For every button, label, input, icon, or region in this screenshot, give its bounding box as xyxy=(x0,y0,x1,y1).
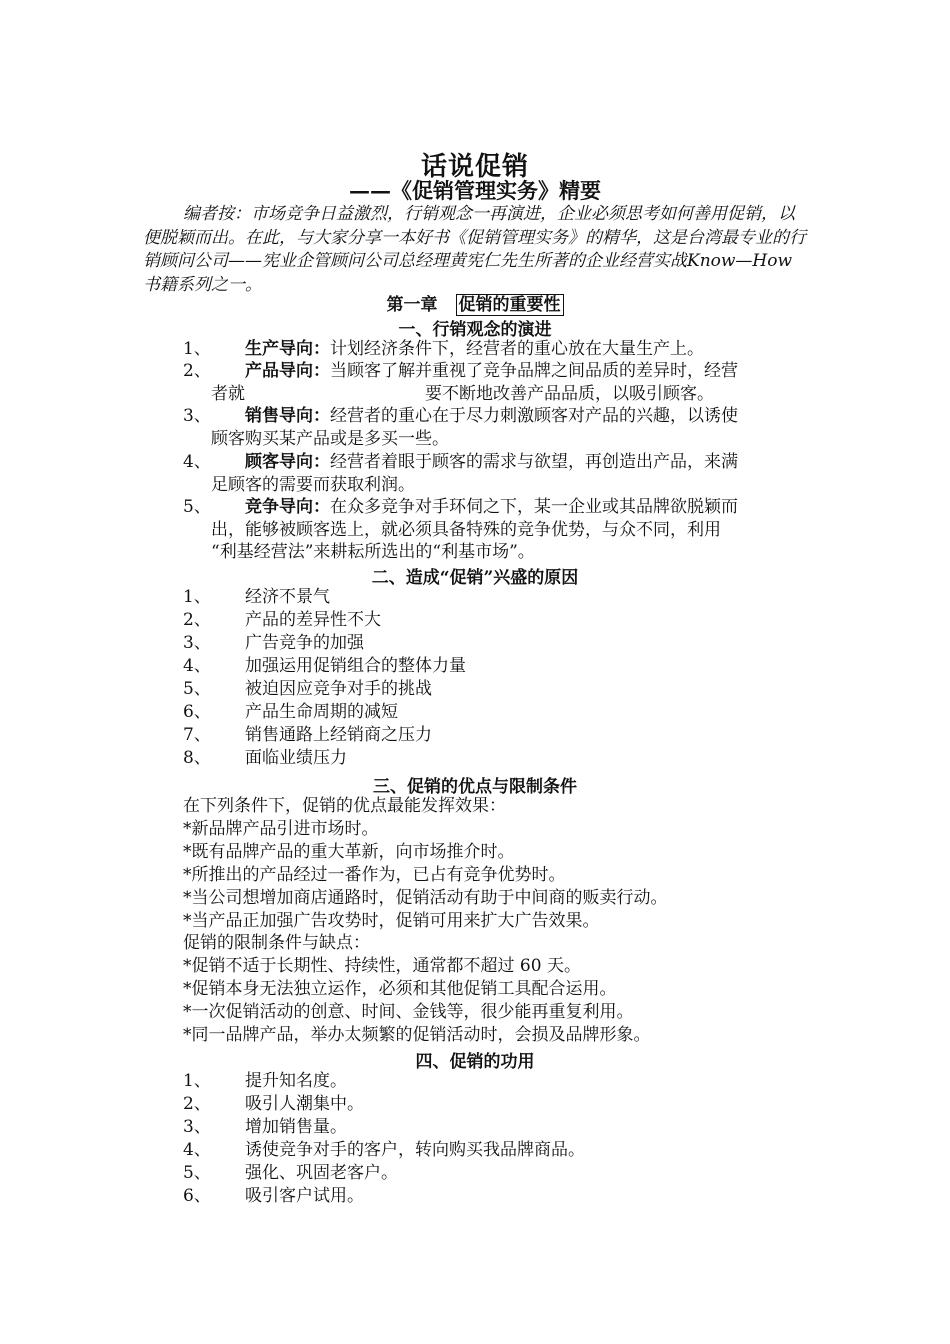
item-number: 6、 xyxy=(183,702,211,722)
item-text: 在众多竞争对手环伺之下，某一企业或其品牌欲脱颖而 xyxy=(330,497,738,517)
list-item xyxy=(183,1162,808,1185)
bullet-line: *所推出的产品经过一番作为，已占有竞争优势时。 xyxy=(183,865,566,885)
item-number: 2、 xyxy=(183,361,211,381)
editor-preface: 编者按：市场竞争日益激烈，行销观念一再演进，企业必须思考如何善用促销，以便脱颖而出。在此，与大家分享一本好书《促销管理实务》的精华，这是台湾最专业的行销顾问公司——宪业企管顾问公司总经理黄宪仁先生所著的企业经营实战Know—How 书籍系列之一。 xyxy=(143,204,806,295)
item-number: 6、 xyxy=(183,1186,211,1206)
item-number: 1、 xyxy=(183,339,211,359)
item-continuation: 要不断地改善产品品质，以吸引顾客。 xyxy=(425,383,714,404)
item-text: 计划经济条件下，经营者的重心放在大量生产上。 xyxy=(330,339,704,359)
list-item xyxy=(183,1093,808,1116)
item-text: 经营者着眼于顾客的需求与欲望，再创造出产品，来满 xyxy=(330,452,738,472)
item-text: 吸引人潮集中。 xyxy=(245,1094,364,1114)
item-text: 销售通路上经销商之压力 xyxy=(245,725,432,745)
item-text: 提升知名度。 xyxy=(245,1071,347,1091)
list-item xyxy=(183,1139,808,1162)
list-item xyxy=(183,678,808,701)
item-number: 2、 xyxy=(183,610,211,630)
item-text: 产品生命周期的减短 xyxy=(245,702,398,722)
item-continuation: 出，能够被顾客选上，就必须具备特殊的竞争优势，与众不同，利用 xyxy=(211,519,721,540)
page-title: 话说促销 xyxy=(420,152,529,182)
item-text: 产品的差异性不大 xyxy=(245,610,381,630)
list-item xyxy=(183,747,808,770)
list-item xyxy=(183,609,808,632)
item-keyword: 生产导向： xyxy=(245,339,330,359)
list-item xyxy=(183,724,808,747)
item-number: 3、 xyxy=(183,406,211,426)
list-item xyxy=(183,496,808,564)
item-number: 5、 xyxy=(183,1163,211,1183)
chapter-title: 促销的重要性 xyxy=(456,294,564,316)
chapter-heading xyxy=(0,290,950,315)
item-number: 4、 xyxy=(183,1140,211,1160)
item-keyword: 顾客导向： xyxy=(245,452,330,472)
list-item xyxy=(183,701,808,724)
list-item xyxy=(183,338,808,361)
item-continuation: 者就 xyxy=(211,383,245,404)
list-item xyxy=(183,655,808,678)
item-text: 加强运用促销组合的整体力量 xyxy=(245,656,466,676)
item-number: 2、 xyxy=(183,1094,211,1114)
bullet-line: *当公司想增加商店通路时，促销活动有助于中间商的贩卖行动。 xyxy=(183,888,668,908)
item-number: 3、 xyxy=(183,1117,211,1137)
item-number: 4、 xyxy=(183,656,211,676)
section-heading-3: 三、促销的优点与限制条件 xyxy=(373,777,577,797)
item-continuation: “利基经营法”来耕耘所选出的“利基市场”。 xyxy=(211,542,535,562)
list-item xyxy=(183,1070,808,1093)
item-number: 7、 xyxy=(183,725,211,745)
item-keyword: 竞争导向： xyxy=(245,497,330,517)
list-item xyxy=(183,405,808,450)
bullet-line: *新品牌产品引进市场时。 xyxy=(183,819,379,839)
intro-text: 促销的限制条件与缺点： xyxy=(183,933,370,953)
bullet-line: *一次促销活动的创意、时间、金钱等，很少能再重复利用。 xyxy=(183,1002,634,1022)
item-continuation: 顾客购买某产品或是多买一些。 xyxy=(211,428,449,449)
item-number: 4、 xyxy=(183,452,211,472)
bullet-line: *促销不适于长期性、持续性，通常都不超过 60 天。 xyxy=(183,956,581,976)
bullet-line: *促销本身无法独立运作，必须和其他促销工具配合运用。 xyxy=(183,979,617,999)
item-text: 增加销售量。 xyxy=(245,1117,347,1137)
item-text: 广告竞争的加强 xyxy=(245,633,364,653)
section-heading-1: 一、行销观念的演进 xyxy=(398,320,552,340)
item-number: 5、 xyxy=(183,497,211,517)
item-keyword: 产品导向： xyxy=(245,361,330,381)
item-continuation: 足顾客的需要而获取利润。 xyxy=(211,474,415,495)
item-text: 吸引客户试用。 xyxy=(245,1186,364,1206)
item-number: 8、 xyxy=(183,748,211,768)
item-number: 3、 xyxy=(183,633,211,653)
section-heading-4: 四、促销的功用 xyxy=(415,1052,535,1072)
page-subtitle: ——《促销管理实务》精要 xyxy=(349,178,601,203)
list-item xyxy=(183,451,808,496)
item-keyword: 销售导向： xyxy=(245,406,330,426)
section-heading-2: 二、造成“促销”兴盛的原因 xyxy=(371,568,579,588)
bullet-line: *当产品正加强广告攻势时，促销可用来扩大广告效果。 xyxy=(183,911,600,931)
item-text: 被迫因应竞争对手的挑战 xyxy=(245,679,432,699)
item-number: 1、 xyxy=(183,1071,211,1091)
list-item xyxy=(183,1185,808,1208)
item-number: 1、 xyxy=(183,587,211,607)
item-text: 诱使竞争对手的客户，转向购买我品牌商品。 xyxy=(245,1140,585,1160)
item-text: 当顾客了解并重视了竞争品牌之间品质的差异时，经营 xyxy=(330,361,738,381)
chapter-label: 第一章 xyxy=(386,295,438,315)
list-item xyxy=(183,360,808,405)
bullet-line: *同一品牌产品，举办太频繁的促销活动时，会损及品牌形象。 xyxy=(183,1025,651,1045)
list-item xyxy=(183,632,808,655)
item-text: 强化、巩固老客户。 xyxy=(245,1163,398,1183)
item-text: 面临业绩压力 xyxy=(245,748,347,768)
list-item xyxy=(183,1116,808,1139)
item-text: 经营者的重心在于尽力刺激顾客对产品的兴趣，以诱使 xyxy=(330,406,738,426)
bullet-line: *既有品牌产品的重大革新，向市场推介时。 xyxy=(183,842,515,862)
list-item xyxy=(183,586,808,609)
item-number: 5、 xyxy=(183,679,211,699)
item-text: 经济不景气 xyxy=(245,587,330,607)
intro-text: 在下列条件下，促销的优点最能发挥效果： xyxy=(183,796,506,816)
